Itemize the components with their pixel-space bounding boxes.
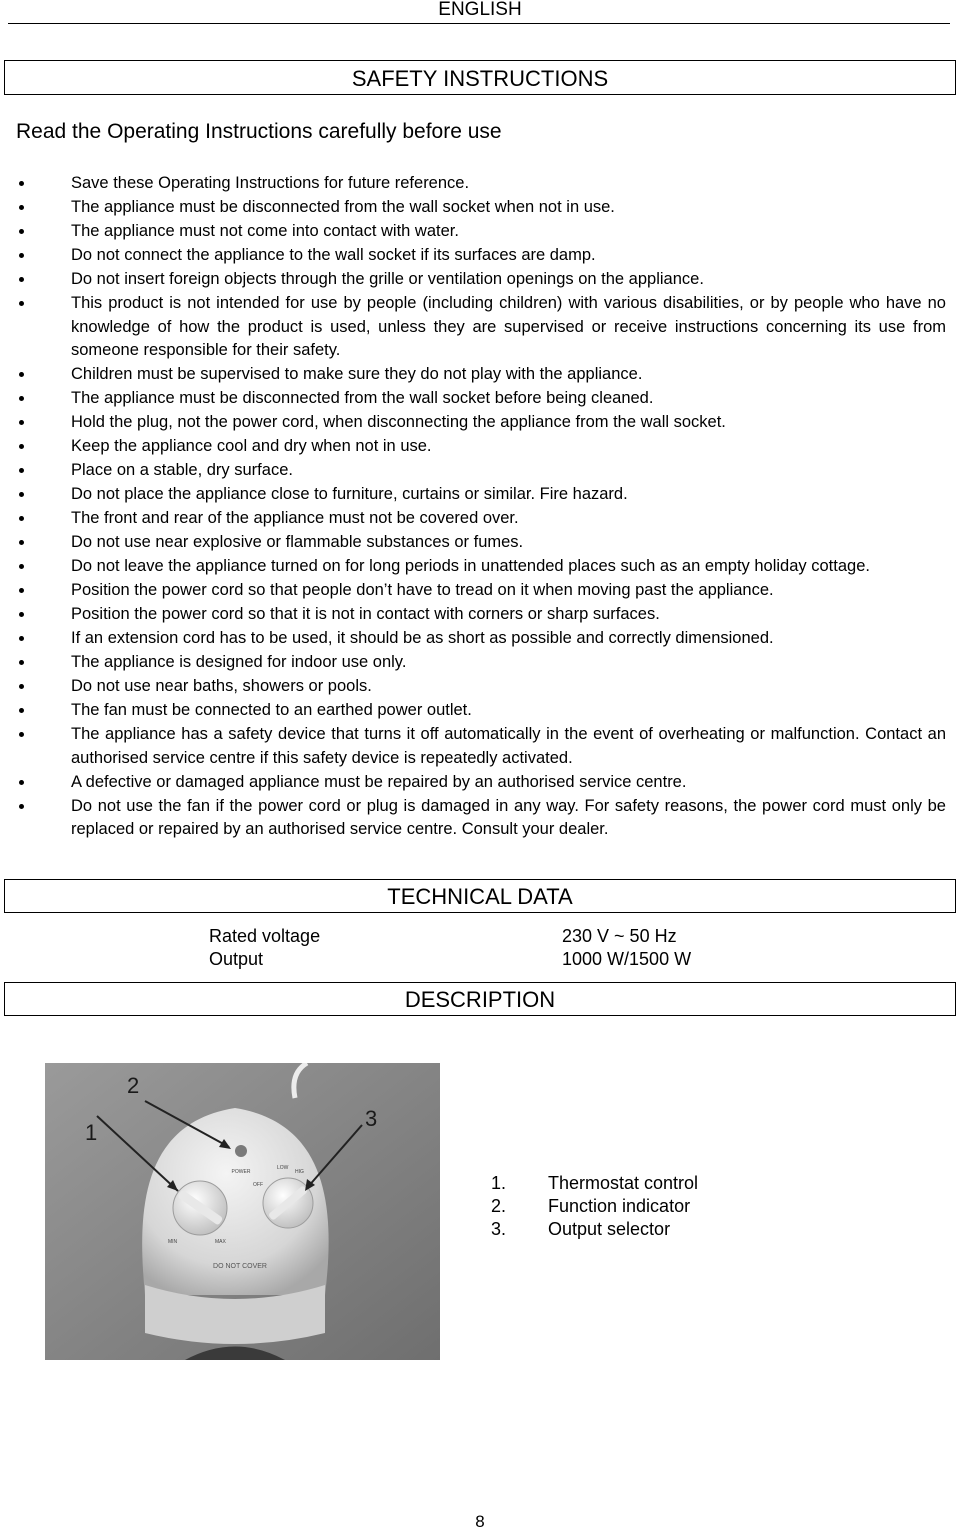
safety-item: Place on a stable, dry surface. [0,459,946,483]
safety-item: The front and rear of the appliance must not be covered over. [0,507,946,531]
safety-item: Children must be supervised to make sure they do not play with the appliance. [0,363,946,387]
safety-item: Do not use near explosive or flammable substances or fumes. [0,531,946,555]
min-label: MIN [168,1239,178,1245]
legend-item [491,1195,698,1218]
high-label: HIG [295,1169,304,1175]
technical-title-box [4,879,956,913]
do-not-cover-label: DO NOT COVER [213,1263,267,1270]
safety-title: SAFETY INSTRUCTIONS [351,66,609,91]
legend-text: Function indicator [548,1196,691,1216]
safety-item: Save these Operating Instructions for future reference. [0,172,946,196]
language-label: ENGLISH [438,0,522,20]
heater-photo [45,1063,440,1360]
safety-item: Do not insert foreign objects through the grille or ventilation openings on the appliance. [0,268,946,292]
safety-subtitle: Read the Operating Instructions carefully before use [16,120,502,143]
safety-item: The fan must be connected to an earthed power outlet. [0,699,946,723]
safety-item: The appliance must not come into contact with water. [0,220,946,244]
safety-item: The appliance has a safety device that turns it off automatically in the event of overheating or malfunction. Contact an authorised service centre if this safety device is repeatedly activated. [0,723,946,770]
callout-1-number: 1 [85,1120,98,1145]
parts-legend [491,1172,698,1241]
spec-label-output: Output [209,949,264,969]
spec-label-voltage: Rated voltage [209,926,321,946]
low-label: LOW [277,1165,289,1171]
description-title-box [4,982,956,1016]
callout-2-number: 2 [127,1073,140,1098]
safety-item: Do not leave the appliance turned on for long periods in unattended places such as an empty holiday cottage. [0,555,946,579]
safety-item: Hold the plug, not the power cord, when disconnecting the appliance from the wall socket. [0,411,946,435]
technical-title: TECHNICAL DATA [387,884,573,909]
legend-text: Thermostat control [548,1173,699,1193]
function-indicator-light [235,1145,247,1157]
safety-item: A defective or damaged appliance must be repaired by an authorised service centre. [0,771,946,795]
safety-item: Do not place the appliance close to furniture, curtains or similar. Fire hazard. [0,483,946,507]
legend-text: Output selector [548,1219,671,1239]
header-rule [8,23,950,24]
legend-number: 3. [491,1219,507,1239]
safety-item: Position the power cord so that it is not in contact with corners or sharp surfaces. [0,603,946,627]
power-label: POWER [231,1169,251,1175]
description-title: DESCRIPTION [404,987,556,1012]
safety-item: If an extension cord has to be used, it should be as short as possible and correctly dimensioned. [0,627,946,651]
legend-item [491,1218,698,1241]
legend-number: 1. [491,1173,507,1193]
page-number: 8 [475,1512,485,1531]
off-label: OFF [253,1182,263,1188]
callout-3-number: 3 [365,1106,378,1131]
safety-item: Do not connect the appliance to the wall socket if its surfaces are damp. [0,244,946,268]
safety-item: Keep the appliance cool and dry when not in use. [0,435,946,459]
safety-item: Do not use near baths, showers or pools. [0,675,946,699]
safety-item: This product is not intended for use by people (including children) with various disabilities, or by people who have no knowledge of how the product is used, unless they are supervised or receive instructions concerning its use from someone responsible for their safety. [0,292,946,363]
max-label: MAX [215,1239,226,1245]
safety-item: Position the power cord so that people don’t have to tread on it when moving past the appliance. [0,579,946,603]
safety-item: The appliance is designed for indoor use only. [0,651,946,675]
spec-value-voltage: 230 V ~ 50 Hz [562,926,677,946]
safety-list [0,172,946,842]
spec-value-output: 1000 W/1500 W [562,949,692,969]
legend-number: 2. [491,1196,507,1216]
legend-item [491,1172,698,1195]
safety-title-box [4,60,956,95]
safety-item: Do not use the fan if the power cord or plug is damaged in any way. For safety reasons, the power cord must only be replaced or repaired by an authorised service centre. Consult your dealer. [0,795,946,842]
safety-item: The appliance must be disconnected from the wall socket when not in use. [0,196,946,220]
safety-item: The appliance must be disconnected from the wall socket before being cleaned. [0,387,946,411]
